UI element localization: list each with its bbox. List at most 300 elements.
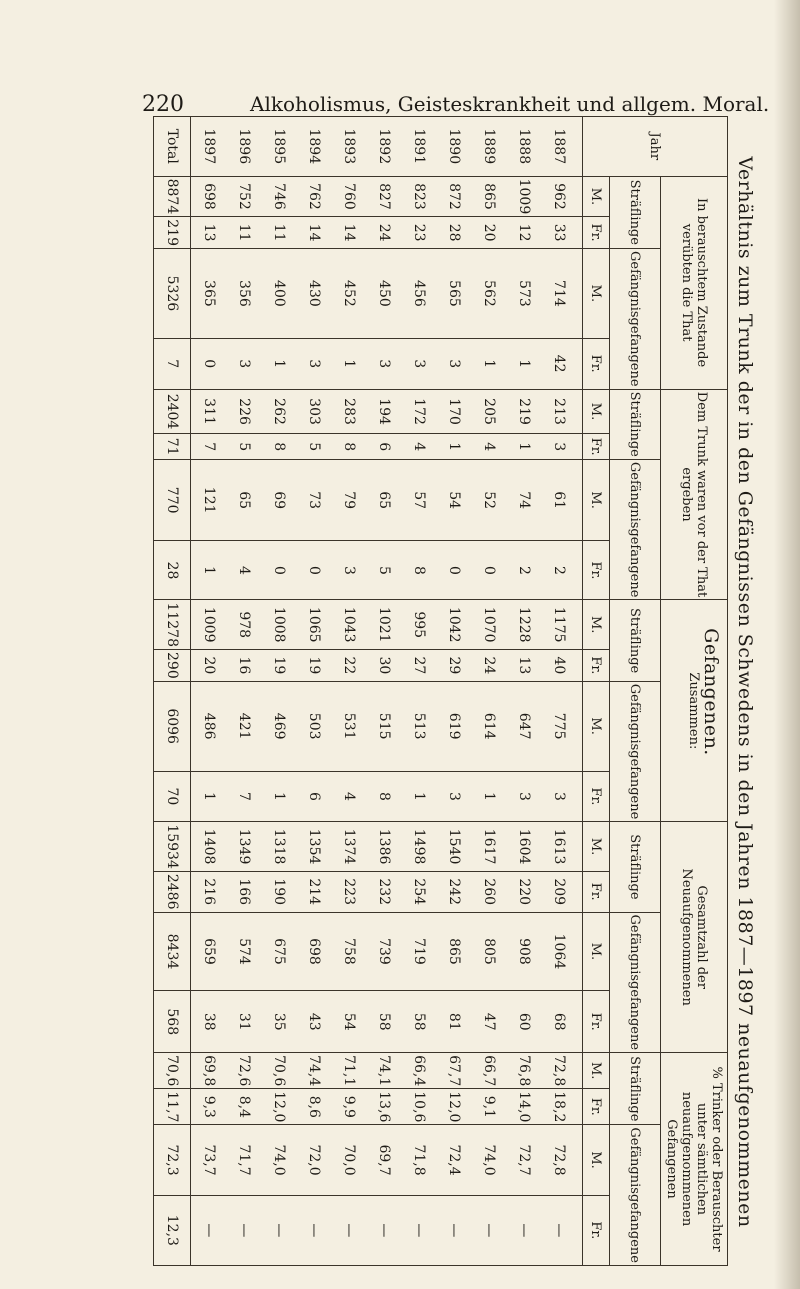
table-cell: 719 [401,912,436,991]
table-cell: 73,7 [191,1125,227,1195]
table-cell: 47 [471,991,506,1053]
table-title: Verhältnis zum Trunk der in den Gefängnissen Schwedens in den Jahren 1887—1897 neuaufgenommenen Gefangenen. [700,156,756,1228]
table-cell: 0 [296,541,331,600]
row-year: 1888 [506,117,541,177]
table-cell: 1009 [506,176,541,217]
total-cell: 290 [154,650,191,682]
table-cell: 0 [191,338,227,389]
table-cell: 515 [366,681,401,771]
table-cell: 190 [261,871,296,912]
table-cell: 1374 [331,822,366,872]
table-cell: 5 [366,541,401,600]
table-cell: 3 [506,771,541,822]
subheader-straeflinge: Sträflinge [610,389,661,459]
table-cell: 1354 [296,822,331,872]
table-row [366,117,401,1266]
table-cell: 220 [506,871,541,912]
table-cell: 865 [471,176,506,217]
table-cell: 865 [436,912,471,991]
table-cell: 9,3 [191,1089,227,1125]
table-cell: 72,6 [226,1053,261,1089]
table-cell: 214 [296,871,331,912]
table-cell: 61 [541,459,583,541]
total-label: Total [154,117,191,177]
header-male: M. [583,176,610,217]
table-row [331,117,366,1266]
table-row [296,117,331,1266]
header-group-prozent: % Trinker oder Berauschter unter sämtlichen neuaufgenommenen Gefangenen [661,1053,728,1266]
table-cell: 698 [191,176,227,217]
total-cell: 28 [154,541,191,600]
total-cell: 15934 [154,822,191,872]
table-cell: 513 [401,681,436,771]
table-cell: 8 [261,434,296,459]
table-cell: 42 [541,338,583,389]
table-cell: 74,4 [296,1053,331,1089]
table-cell: 8,6 [296,1089,331,1125]
table-cell: 13 [191,217,227,249]
header-female: Fr. [583,434,610,459]
table-cell: 1613 [541,822,583,872]
total-cell: 8434 [154,912,191,991]
table-cell: 565 [436,248,471,338]
table-row [261,117,296,1266]
subheader-straeflinge: Sträflinge [610,176,661,248]
table-cell: 70,6 [261,1053,296,1089]
table-cell: 2 [506,541,541,600]
table-cell: 4 [401,434,436,459]
table-cell: 7 [226,771,261,822]
table-cell: 8 [366,771,401,822]
table-cell: 172 [401,389,436,434]
sex-header-row [583,117,610,1266]
row-year: 1892 [366,117,401,177]
row-year: 1897 [191,117,227,177]
header-male: M. [583,1053,610,1089]
table-cell: 1 [471,338,506,389]
table-cell: 23 [401,217,436,249]
table-cell: 1 [506,338,541,389]
book-spine-shadow [774,0,800,1289]
table-cell: 38 [191,991,227,1053]
table-cell: 3 [436,338,471,389]
table-cell: 752 [226,176,261,217]
table-cell: 74,0 [471,1125,506,1195]
table-cell: 205 [471,389,506,434]
table-cell: 1008 [261,600,296,650]
table-cell: 503 [296,681,331,771]
table-cell: 254 [401,871,436,912]
table-cell: 827 [366,176,401,217]
header-male: M. [583,822,610,872]
table-cell: 16 [226,650,261,682]
header-group-ergeben: Dem Trunk waren vor der That ergeben [661,389,728,600]
subheader-gefaengnis: Gefängnisgefangene [610,459,661,600]
table-cell: 758 [331,912,366,991]
table-cell: 3 [541,434,583,459]
table-cell: — [331,1195,366,1265]
header-male: M. [583,681,610,771]
header-female: Fr. [583,541,610,600]
table-cell: 71,7 [226,1125,261,1195]
header-female: Fr. [583,771,610,822]
table-cell: 3 [226,338,261,389]
total-cell: 70 [154,771,191,822]
table-cell: 6 [366,434,401,459]
subheader-gefaengnis: Gefängnisgefangene [610,681,661,822]
header-male: M. [583,1125,610,1195]
table-cell: — [191,1195,227,1265]
subheader-straeflinge: Sträflinge [610,822,661,912]
table-cell: 20 [191,650,227,682]
table-cell: 73 [296,459,331,541]
table-cell: 1042 [436,600,471,650]
table-cell: 1 [471,771,506,822]
table-cell: 698 [296,912,331,991]
table-cell: 194 [366,389,401,434]
table-cell: 14 [296,217,331,249]
table-cell: 72,4 [436,1125,471,1195]
table-cell: 4 [226,541,261,600]
table-cell: — [541,1195,583,1265]
table-cell: 223 [331,871,366,912]
table-cell: 11 [261,217,296,249]
table-row [191,117,227,1266]
total-cell: 12,3 [154,1195,191,1265]
table-cell: 0 [471,541,506,600]
table-cell: 614 [471,681,506,771]
table-cell: 872 [436,176,471,217]
table-cell: 1 [261,338,296,389]
table-cell: 54 [436,459,471,541]
table-cell: 66,4 [401,1053,436,1089]
table-cell: 65 [366,459,401,541]
table-cell: 1604 [506,822,541,872]
table-cell: 79 [331,459,366,541]
table-cell: 1043 [331,600,366,650]
table-cell: 81 [436,991,471,1053]
table-cell: 8,4 [226,1089,261,1125]
total-cell: 72,3 [154,1125,191,1195]
table-cell: 760 [331,176,366,217]
table-cell: 1617 [471,822,506,872]
table-cell: 24 [471,650,506,682]
table-cell: 303 [296,389,331,434]
total-cell: 219 [154,217,191,249]
subheader-gefaengnis: Gefängnisgefangene [610,912,661,1053]
table-cell: 69,8 [191,1053,227,1089]
header-female: Fr. [583,871,610,912]
table-cell: 262 [261,389,296,434]
table-cell: 219 [506,389,541,434]
table-cell: 452 [331,248,366,338]
header-jahr: Jahr [583,117,728,177]
total-cell: 568 [154,991,191,1053]
table-cell: 40 [541,650,583,682]
table-cell: 20 [471,217,506,249]
total-cell: 6096 [154,681,191,771]
table-cell: 4 [331,771,366,822]
table-cell: 456 [401,248,436,338]
table-cell: 775 [541,681,583,771]
total-cell: 2486 [154,871,191,912]
table-row [541,117,583,1266]
table-cell: 19 [261,650,296,682]
table-cell: 60 [506,991,541,1053]
table-cell: 71,1 [331,1053,366,1089]
total-cell: 70,6 [154,1053,191,1089]
table-cell: 19 [296,650,331,682]
table-row [436,117,471,1266]
table-cell: 226 [226,389,261,434]
total-cell: 11278 [154,600,191,650]
table-cell: 260 [471,871,506,912]
table-cell: 1 [261,771,296,822]
prison-statistics-table [153,116,728,1266]
table-cell: 67,7 [436,1053,471,1089]
header-female: Fr. [583,650,610,682]
table-cell: 5 [296,434,331,459]
table-cell: 74,1 [366,1053,401,1089]
table-cell: 18,2 [541,1089,583,1125]
subheader-straeflinge: Sträflinge [610,1053,661,1125]
table-cell: 13 [506,650,541,682]
header-group-zusammen: Zusammen: [661,600,728,822]
table-cell: 469 [261,681,296,771]
table-cell: 72,8 [541,1125,583,1195]
table-row [226,117,261,1266]
subheader-gefaengnis: Gefängnisgefangene [610,248,661,389]
table-cell: 72,8 [541,1053,583,1089]
total-cell: 2404 [154,389,191,434]
table-cell: 962 [541,176,583,217]
table-cell: — [261,1195,296,1265]
total-cell: 770 [154,459,191,541]
table-cell: 12,0 [261,1089,296,1125]
header-male: M. [583,600,610,650]
table-cell: 31 [226,991,261,1053]
table-cell: 365 [191,248,227,338]
table-cell: 58 [401,991,436,1053]
header-female: Fr. [583,1089,610,1125]
table-cell: 6 [296,771,331,822]
table-cell: 2 [541,541,583,600]
header-male: M. [583,248,610,338]
header-male: M. [583,389,610,434]
table-cell: 746 [261,176,296,217]
row-year: 1895 [261,117,296,177]
table-cell: 54 [331,991,366,1053]
table-cell: — [436,1195,471,1265]
table-cell: 12,0 [436,1089,471,1125]
table-cell: 531 [331,681,366,771]
total-cell: 71 [154,434,191,459]
rotated-table-wrapper [142,112,762,1272]
table-cell: 978 [226,600,261,650]
table-cell: 1 [191,541,227,600]
table-cell: 995 [401,600,436,650]
table-cell: 14,0 [506,1089,541,1125]
table-cell: 57 [401,459,436,541]
table-cell: 3 [401,338,436,389]
header-female: Fr. [583,217,610,249]
header-group-rausch: In berauschtem Zustande verübten die That [661,176,728,389]
table-cell: 74 [506,459,541,541]
table-cell: 1 [506,434,541,459]
table-cell: 805 [471,912,506,991]
table-cell: 283 [331,389,366,434]
table-cell: 33 [541,217,583,249]
table-cell: 43 [296,991,331,1053]
table-cell: 0 [261,541,296,600]
table-cell: 232 [366,871,401,912]
total-cell: 11,7 [154,1089,191,1125]
table-cell: 12 [506,217,541,249]
table-cell: 166 [226,871,261,912]
subheader-row [610,117,661,1266]
table-cell: 1540 [436,822,471,872]
table-cell: 1070 [471,600,506,650]
row-year: 1896 [226,117,261,177]
table-cell: 14 [331,217,366,249]
table-cell: 22 [331,650,366,682]
table-cell: 9,9 [331,1089,366,1125]
table-cell: 121 [191,459,227,541]
header-group-gesamt: Gesamtzahl der Neuaufgenommenen [661,822,728,1053]
table-cell: 52 [471,459,506,541]
rotated-table-container [142,112,762,1272]
row-year: 1887 [541,117,583,177]
table-cell: 68 [541,991,583,1053]
table-cell: 486 [191,681,227,771]
table-cell: 823 [401,176,436,217]
table-cell: 311 [191,389,227,434]
table-cell: 1 [191,771,227,822]
row-year: 1894 [296,117,331,177]
table-cell: — [471,1195,506,1265]
table-cell: 356 [226,248,261,338]
table-cell: 421 [226,681,261,771]
table-cell: 3 [366,338,401,389]
table-cell: 1064 [541,912,583,991]
page-number: 220 [142,92,184,117]
table-cell: 450 [366,248,401,338]
table-cell: 216 [191,871,227,912]
total-cell: 5326 [154,248,191,338]
table-cell: 675 [261,912,296,991]
table-cell: 1175 [541,600,583,650]
table-cell: 1228 [506,600,541,650]
header-female: Fr. [583,1195,610,1265]
table-cell: — [506,1195,541,1265]
table-cell: 72,7 [506,1125,541,1195]
table-cell: 213 [541,389,583,434]
table-cell: 65 [226,459,261,541]
row-year: 1890 [436,117,471,177]
table-cell: 1 [331,338,366,389]
table-cell: 1065 [296,600,331,650]
table-cell: 1 [401,771,436,822]
total-cell: 8874 [154,176,191,217]
header-female: Fr. [583,338,610,389]
table-cell: 7 [191,434,227,459]
table-cell: 28 [436,217,471,249]
table-cell: 27 [401,650,436,682]
table-cell: 574 [226,912,261,991]
table-cell: 739 [366,912,401,991]
row-year: 1893 [331,117,366,177]
table-cell: 3 [436,771,471,822]
header-male: M. [583,459,610,541]
table-cell: 24 [366,217,401,249]
table-cell: 3 [541,771,583,822]
table-cell: 4 [471,434,506,459]
table-cell: 242 [436,871,471,912]
table-row [401,117,436,1266]
header-male: M. [583,912,610,991]
table-cell: 58 [366,991,401,1053]
table-cell: 908 [506,912,541,991]
table-cell: 69 [261,459,296,541]
table-cell: 1 [436,434,471,459]
table-cell: 70,0 [331,1125,366,1195]
table-cell: — [401,1195,436,1265]
table-cell: 1408 [191,822,227,872]
table-cell: 1498 [401,822,436,872]
table-cell: — [226,1195,261,1265]
table-cell: 762 [296,176,331,217]
table-cell: 71,8 [401,1125,436,1195]
table-cell: 562 [471,248,506,338]
table-cell: 573 [506,248,541,338]
table-cell: 714 [541,248,583,338]
table-cell: 30 [366,650,401,682]
table-cell: 5 [226,434,261,459]
table-row [471,117,506,1266]
table-cell: 13,6 [366,1089,401,1125]
table-cell: 3 [331,541,366,600]
table-cell: 11 [226,217,261,249]
table-cell: 74,0 [261,1125,296,1195]
table-cell: 1009 [191,600,227,650]
table-cell: 619 [436,681,471,771]
row-year: 1891 [401,117,436,177]
table-cell: 3 [296,338,331,389]
table-cell: 1021 [366,600,401,650]
table-cell: 9,1 [471,1089,506,1125]
table-cell: 170 [436,389,471,434]
total-row [154,117,191,1266]
table-cell: 659 [191,912,227,991]
table-cell: 1349 [226,822,261,872]
subheader-gefaengnis: Gefängnisgefangene [610,1125,661,1266]
table-cell: 0 [436,541,471,600]
row-year: 1889 [471,117,506,177]
table-cell: 400 [261,248,296,338]
table-row [506,117,541,1266]
running-head: Alkoholismus, Geisteskrankheit und allgem. Moral. [250,92,770,116]
table-cell: 8 [331,434,366,459]
table-cell: 35 [261,991,296,1053]
subheader-straeflinge: Sträflinge [610,600,661,681]
table-cell: 10,6 [401,1089,436,1125]
table-cell: — [296,1195,331,1265]
table-cell: 76,8 [506,1053,541,1089]
table-cell: 29 [436,650,471,682]
total-cell: 7 [154,338,191,389]
table-cell: — [366,1195,401,1265]
table-cell: 647 [506,681,541,771]
